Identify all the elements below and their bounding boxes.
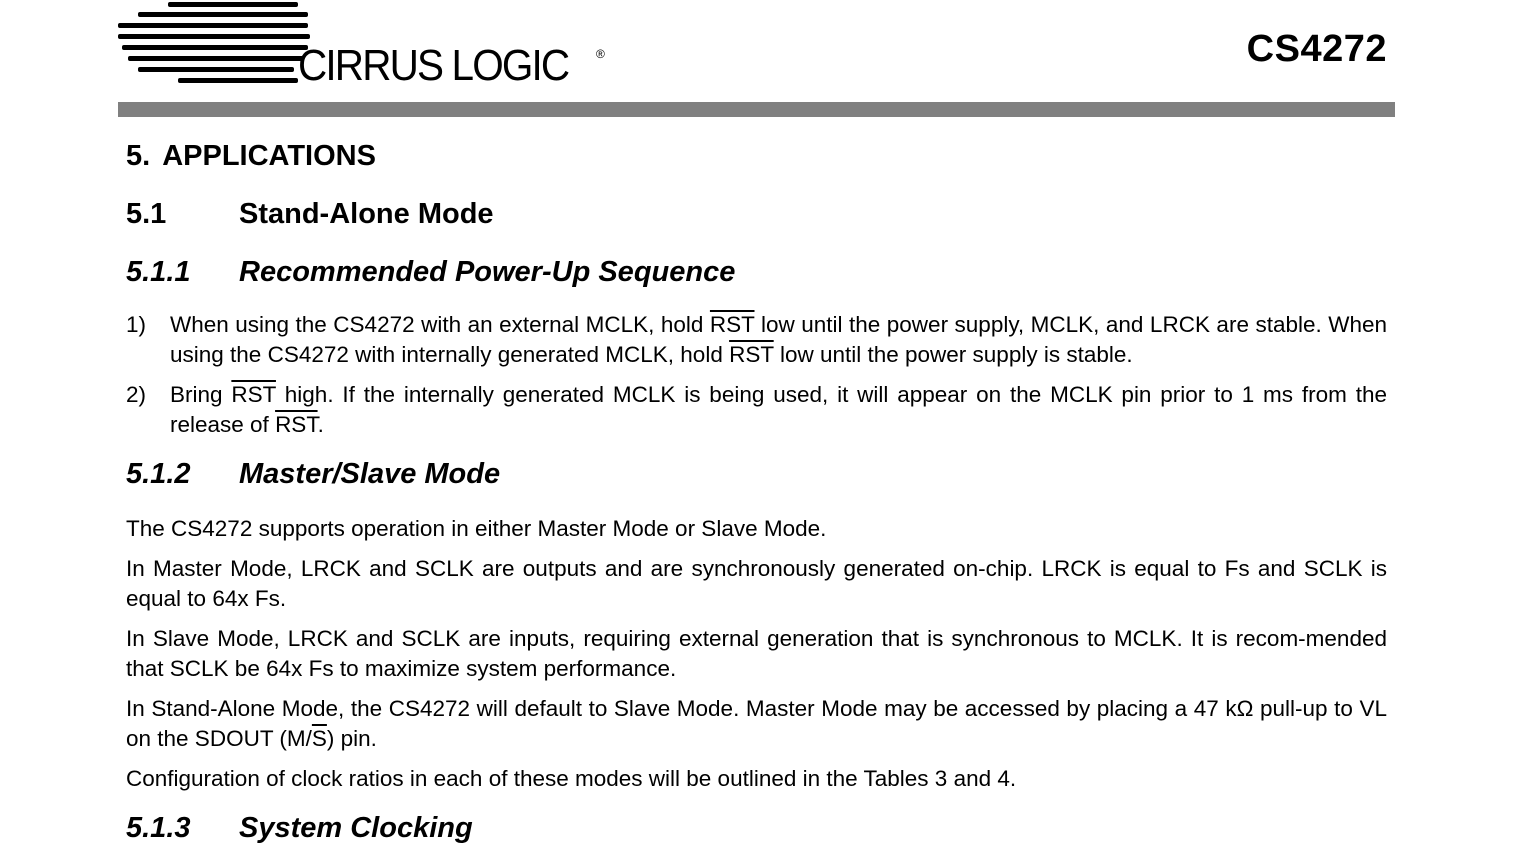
section-number: 5. (126, 140, 151, 172)
section-title: Master/Slave Mode (239, 458, 501, 490)
section-number: 5.1.2 (126, 458, 191, 490)
step-text: Bring (170, 382, 232, 407)
rst-signal: $\overline{RST}$ (231, 382, 276, 407)
section-heading-system-clocking (126, 812, 1387, 844)
section-heading-stand-alone-mode (126, 198, 1387, 230)
logo-swoosh-icon (118, 0, 318, 95)
page-header (118, 0, 1395, 118)
cirrus-logic-logo (118, 0, 618, 95)
list-marker: 1) (126, 312, 147, 337)
registered-mark: ® (596, 47, 605, 61)
section-title: Recommended Power-Up Sequence (239, 256, 736, 288)
paragraph: In Master Mode, LRCK and SCLK are outputs and are synchronously generated on-chip. LRCK is equal to Fs and SCLK is equal to 64x Fs. (126, 556, 1387, 611)
section-title: System Clocking (239, 812, 473, 844)
paragraph: In Slave Mode, LRCK and SCLK are inputs, requiring external generation that is synchronous to MCLK. It is recom-mended that SCLK be 64x Fs to maximize system performance. (126, 626, 1387, 681)
paragraph-text: ) pin. (326, 726, 377, 751)
list-item (126, 380, 1387, 440)
section-title: APPLICATIONS (162, 140, 376, 172)
step-text: high. If the internally generated MCLK is being used, it will appear on the MCLK pin prior to 1 ms from the release of (170, 382, 1387, 437)
step-text: low until the power supply is stable. (773, 342, 1133, 367)
section-heading-applications (126, 140, 1387, 172)
section-heading-master-slave-mode (126, 458, 1387, 490)
rst-signal: $\overline{RST}$ (729, 342, 774, 367)
rst-signal: $\overline{RST}$ (709, 312, 755, 337)
section-number: 5.1 (126, 198, 167, 230)
section-number: 5.1.1 (126, 256, 191, 288)
step-text: When using the CS4272 with an external MCLK, hold (170, 312, 710, 337)
document-body (126, 130, 1387, 844)
master-slave-body (126, 514, 1387, 794)
step-text: low until the power supply, MCLK, and LRCK are stable. When using the CS4272 with internally generated MCLK, hold (170, 312, 1387, 367)
paragraph: The CS4272 supports operation in either Master Mode or Slave Mode. (126, 516, 827, 541)
paragraph: Configuration of clock ratios in each of these modes will be outlined in the Tables 3 and 4. (126, 766, 1017, 791)
paragraph-text: In Stand-Alone Mode, the CS4272 will default to Slave Mode. Master Mode may be accessed by placing a 47 kΩ pull-up to VL on the SDOUT (M/ (126, 696, 1387, 751)
rst-signal: $\overline{RST}$ (275, 412, 318, 437)
list-marker: 2) (126, 382, 147, 407)
part-number: CS4272 (1246, 28, 1387, 70)
header-rule (118, 102, 1395, 117)
paragraph (126, 694, 1387, 754)
section-title: Stand-Alone Mode (239, 198, 494, 230)
section-number: 5.1.3 (126, 812, 191, 844)
step-text: . (317, 412, 324, 437)
slave-signal: $\overline{S}$ (311, 726, 327, 751)
list-item (126, 310, 1387, 370)
logo-text: CIRRUS LOGIC (298, 41, 569, 90)
power-up-steps (126, 310, 1387, 440)
section-heading-power-up-sequence (126, 256, 1387, 288)
